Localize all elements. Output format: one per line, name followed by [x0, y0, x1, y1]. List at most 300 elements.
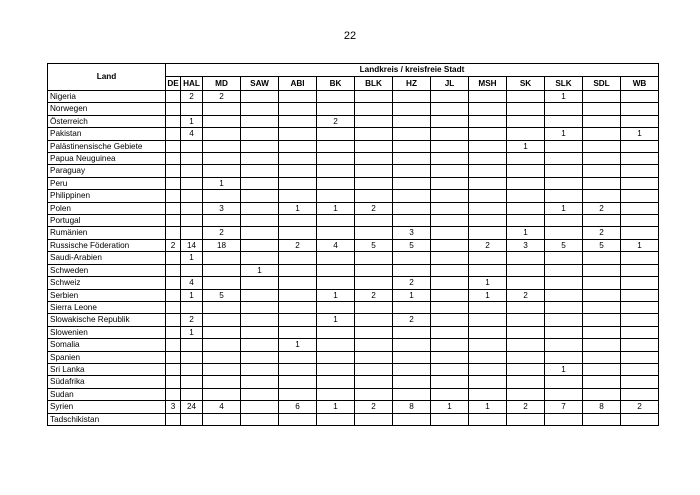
- value-cell: [355, 215, 393, 227]
- value-cell: 1: [545, 363, 583, 375]
- value-cell: [545, 115, 583, 127]
- value-cell: [166, 128, 181, 140]
- value-cell: [241, 103, 279, 115]
- table-row: [48, 165, 659, 177]
- table-row: [48, 326, 659, 338]
- value-cell: [355, 165, 393, 177]
- value-cell: [431, 326, 469, 338]
- value-cell: [431, 413, 469, 425]
- value-cell: [279, 165, 317, 177]
- value-cell: [393, 153, 431, 165]
- value-cell: [507, 314, 545, 326]
- value-cell: [393, 264, 431, 276]
- value-cell: [241, 252, 279, 264]
- value-cell: [181, 351, 203, 363]
- table-row: [48, 351, 659, 363]
- value-cell: [469, 388, 507, 400]
- value-cell: [469, 227, 507, 239]
- value-cell: [507, 264, 545, 276]
- value-cell: [621, 264, 659, 276]
- value-cell: [241, 351, 279, 363]
- value-cell: [507, 277, 545, 289]
- value-cell: [393, 103, 431, 115]
- value-cell: [166, 363, 181, 375]
- value-cell: 3: [166, 401, 181, 413]
- value-cell: [431, 314, 469, 326]
- value-cell: [279, 115, 317, 127]
- column-header-saw: SAW: [241, 77, 279, 91]
- value-cell: [181, 177, 203, 189]
- value-cell: [317, 91, 355, 103]
- value-cell: [469, 314, 507, 326]
- value-cell: [507, 376, 545, 388]
- value-cell: [241, 128, 279, 140]
- value-cell: [166, 388, 181, 400]
- value-cell: [469, 177, 507, 189]
- data-table: [47, 63, 659, 426]
- value-cell: [166, 339, 181, 351]
- value-cell: [431, 252, 469, 264]
- value-cell: [431, 351, 469, 363]
- country-cell: Somalia: [48, 339, 166, 351]
- value-cell: [181, 153, 203, 165]
- value-cell: [583, 165, 621, 177]
- value-cell: [393, 165, 431, 177]
- page-number: 22: [343, 30, 357, 42]
- value-cell: [431, 215, 469, 227]
- value-cell: [181, 264, 203, 276]
- value-cell: [279, 252, 317, 264]
- value-cell: [241, 115, 279, 127]
- value-cell: [241, 227, 279, 239]
- country-cell: Syrien: [48, 401, 166, 413]
- value-cell: [621, 388, 659, 400]
- value-cell: [545, 103, 583, 115]
- value-cell: [545, 190, 583, 202]
- value-cell: [545, 177, 583, 189]
- value-cell: 1: [469, 277, 507, 289]
- value-cell: 4: [317, 239, 355, 251]
- value-cell: [621, 339, 659, 351]
- value-cell: 2: [355, 289, 393, 301]
- value-cell: [279, 314, 317, 326]
- value-cell: [166, 153, 181, 165]
- value-cell: [393, 190, 431, 202]
- value-cell: [469, 128, 507, 140]
- column-header-blk: BLK: [355, 77, 393, 91]
- value-cell: [469, 264, 507, 276]
- value-cell: [621, 215, 659, 227]
- value-cell: 8: [583, 401, 621, 413]
- column-header-wb: WB: [621, 77, 659, 91]
- value-cell: [279, 215, 317, 227]
- value-cell: [545, 140, 583, 152]
- value-cell: [507, 252, 545, 264]
- country-cell: Papua Neuguinea: [48, 153, 166, 165]
- value-cell: [203, 215, 241, 227]
- value-cell: [431, 153, 469, 165]
- value-cell: [279, 277, 317, 289]
- country-cell: Portugal: [48, 215, 166, 227]
- value-cell: 24: [181, 401, 203, 413]
- column-header-bk: BK: [317, 77, 355, 91]
- value-cell: [431, 227, 469, 239]
- value-cell: 1: [317, 202, 355, 214]
- table-row: [48, 252, 659, 264]
- table-row: [48, 264, 659, 276]
- country-cell: Sri Lanka: [48, 363, 166, 375]
- value-cell: [393, 128, 431, 140]
- value-cell: 1: [393, 289, 431, 301]
- value-cell: 5: [545, 239, 583, 251]
- value-cell: [203, 413, 241, 425]
- value-cell: [181, 215, 203, 227]
- value-cell: [545, 301, 583, 313]
- value-cell: [181, 388, 203, 400]
- value-cell: [621, 252, 659, 264]
- value-cell: [317, 277, 355, 289]
- value-cell: [583, 388, 621, 400]
- value-cell: [621, 351, 659, 363]
- value-cell: [181, 227, 203, 239]
- value-cell: [241, 165, 279, 177]
- table-row: [48, 339, 659, 351]
- value-cell: [203, 190, 241, 202]
- column-header-de: DE: [166, 77, 181, 91]
- value-cell: [545, 277, 583, 289]
- table-row: [48, 277, 659, 289]
- table-row: [48, 388, 659, 400]
- value-cell: [355, 91, 393, 103]
- country-cell: Schweden: [48, 264, 166, 276]
- value-cell: [166, 351, 181, 363]
- value-cell: [393, 301, 431, 313]
- value-cell: [545, 264, 583, 276]
- value-cell: [469, 91, 507, 103]
- value-cell: [203, 277, 241, 289]
- value-cell: [583, 351, 621, 363]
- value-cell: [507, 128, 545, 140]
- value-cell: [583, 115, 621, 127]
- value-cell: [203, 363, 241, 375]
- value-cell: [583, 363, 621, 375]
- value-cell: [279, 326, 317, 338]
- value-cell: [241, 363, 279, 375]
- value-cell: [279, 351, 317, 363]
- value-cell: [241, 215, 279, 227]
- value-cell: [621, 376, 659, 388]
- value-cell: 1: [279, 202, 317, 214]
- value-cell: [507, 153, 545, 165]
- value-cell: 3: [393, 227, 431, 239]
- value-cell: [431, 202, 469, 214]
- value-cell: [507, 202, 545, 214]
- table-row: [48, 115, 659, 127]
- value-cell: [621, 363, 659, 375]
- value-cell: [469, 326, 507, 338]
- value-cell: [545, 215, 583, 227]
- value-cell: [279, 153, 317, 165]
- value-cell: [166, 264, 181, 276]
- column-header-sdl: SDL: [583, 77, 621, 91]
- value-cell: [393, 91, 431, 103]
- value-cell: [317, 190, 355, 202]
- value-cell: [621, 413, 659, 425]
- value-cell: [469, 351, 507, 363]
- value-cell: [469, 339, 507, 351]
- value-cell: [355, 177, 393, 189]
- value-cell: [241, 339, 279, 351]
- table-row: [48, 177, 659, 189]
- country-cell: Palästinensische Gebiete: [48, 140, 166, 152]
- value-cell: 1: [469, 401, 507, 413]
- value-cell: [621, 326, 659, 338]
- value-cell: [355, 140, 393, 152]
- value-cell: 7: [545, 401, 583, 413]
- value-cell: 18: [203, 239, 241, 251]
- value-cell: [621, 91, 659, 103]
- value-cell: [583, 413, 621, 425]
- value-cell: [203, 165, 241, 177]
- value-cell: [166, 91, 181, 103]
- value-cell: [241, 314, 279, 326]
- value-cell: [393, 252, 431, 264]
- value-cell: [166, 301, 181, 313]
- value-cell: [241, 190, 279, 202]
- table-row: [48, 140, 659, 152]
- value-cell: [507, 351, 545, 363]
- table-row: [48, 413, 659, 425]
- value-cell: [583, 264, 621, 276]
- country-cell: Polen: [48, 202, 166, 214]
- value-cell: [279, 177, 317, 189]
- value-cell: [431, 363, 469, 375]
- country-cell: Nigeria: [48, 91, 166, 103]
- value-cell: [431, 91, 469, 103]
- value-cell: [317, 227, 355, 239]
- value-cell: [583, 153, 621, 165]
- value-cell: [166, 277, 181, 289]
- value-cell: [507, 363, 545, 375]
- value-cell: [545, 388, 583, 400]
- value-cell: 1: [621, 239, 659, 251]
- value-cell: 2: [166, 239, 181, 251]
- value-cell: [317, 413, 355, 425]
- value-cell: [469, 140, 507, 152]
- value-cell: [166, 289, 181, 301]
- value-cell: [181, 413, 203, 425]
- value-cell: [431, 277, 469, 289]
- value-cell: 2: [469, 239, 507, 251]
- value-cell: [393, 351, 431, 363]
- value-cell: [469, 103, 507, 115]
- value-cell: [469, 153, 507, 165]
- value-cell: [279, 128, 317, 140]
- column-header-jl: JL: [431, 77, 469, 91]
- group-header: Landkreis / kreisfreie Stadt: [166, 64, 659, 77]
- value-cell: 2: [203, 91, 241, 103]
- value-cell: [431, 177, 469, 189]
- value-cell: [621, 227, 659, 239]
- table-row: [48, 363, 659, 375]
- value-cell: [621, 140, 659, 152]
- value-cell: 2: [393, 277, 431, 289]
- column-header-sk: SK: [507, 77, 545, 91]
- value-cell: [317, 351, 355, 363]
- country-cell: Slowakische Republik: [48, 314, 166, 326]
- value-cell: [166, 215, 181, 227]
- value-cell: [431, 301, 469, 313]
- value-cell: [469, 215, 507, 227]
- value-cell: 5: [393, 239, 431, 251]
- value-cell: 1: [279, 339, 317, 351]
- value-cell: 1: [181, 252, 203, 264]
- value-cell: [355, 339, 393, 351]
- value-cell: [317, 339, 355, 351]
- country-cell: Südafrika: [48, 376, 166, 388]
- value-cell: [431, 239, 469, 251]
- value-cell: [621, 165, 659, 177]
- value-cell: [317, 140, 355, 152]
- table-row: [48, 202, 659, 214]
- value-cell: 5: [583, 239, 621, 251]
- country-cell: Tadschikistan: [48, 413, 166, 425]
- value-cell: [317, 215, 355, 227]
- value-cell: [241, 202, 279, 214]
- value-cell: [279, 388, 317, 400]
- value-cell: 1: [181, 289, 203, 301]
- value-cell: [545, 413, 583, 425]
- value-cell: [431, 190, 469, 202]
- value-cell: [241, 376, 279, 388]
- value-cell: [431, 339, 469, 351]
- value-cell: [181, 140, 203, 152]
- value-cell: 1: [181, 115, 203, 127]
- value-cell: [393, 115, 431, 127]
- value-cell: [317, 301, 355, 313]
- value-cell: [166, 103, 181, 115]
- column-header-abi: ABI: [279, 77, 317, 91]
- table-row: [48, 153, 659, 165]
- value-cell: [317, 177, 355, 189]
- value-cell: [203, 301, 241, 313]
- value-cell: [355, 363, 393, 375]
- value-cell: [166, 252, 181, 264]
- value-cell: 2: [393, 314, 431, 326]
- value-cell: 6: [279, 401, 317, 413]
- value-cell: [621, 277, 659, 289]
- value-cell: 1: [469, 289, 507, 301]
- value-cell: [203, 326, 241, 338]
- value-cell: [279, 91, 317, 103]
- value-cell: 1: [431, 401, 469, 413]
- value-cell: [279, 363, 317, 375]
- value-cell: 8: [393, 401, 431, 413]
- value-cell: [355, 264, 393, 276]
- value-cell: [469, 252, 507, 264]
- value-cell: [355, 153, 393, 165]
- value-cell: [583, 190, 621, 202]
- value-cell: [469, 202, 507, 214]
- value-cell: [583, 128, 621, 140]
- value-cell: [393, 388, 431, 400]
- value-cell: [583, 289, 621, 301]
- value-cell: [241, 239, 279, 251]
- value-cell: [203, 153, 241, 165]
- column-header-hal: HAL: [181, 77, 203, 91]
- value-cell: [279, 301, 317, 313]
- value-cell: [203, 252, 241, 264]
- country-cell: Norwegen: [48, 103, 166, 115]
- value-cell: 2: [621, 401, 659, 413]
- value-cell: [241, 388, 279, 400]
- value-cell: [545, 165, 583, 177]
- value-cell: [279, 227, 317, 239]
- value-cell: [355, 413, 393, 425]
- value-cell: [166, 190, 181, 202]
- value-cell: [317, 103, 355, 115]
- value-cell: [166, 413, 181, 425]
- value-cell: [621, 177, 659, 189]
- value-cell: [355, 314, 393, 326]
- value-cell: 4: [203, 401, 241, 413]
- column-header-msh: MSH: [469, 77, 507, 91]
- value-cell: [507, 115, 545, 127]
- country-cell: Russische Föderation: [48, 239, 166, 251]
- value-cell: [166, 177, 181, 189]
- value-cell: [203, 264, 241, 276]
- value-cell: [431, 115, 469, 127]
- value-cell: [355, 103, 393, 115]
- value-cell: [583, 314, 621, 326]
- value-cell: 1: [203, 177, 241, 189]
- country-cell: Serbien: [48, 289, 166, 301]
- country-cell: Peru: [48, 177, 166, 189]
- value-cell: [583, 277, 621, 289]
- table-row: [48, 215, 659, 227]
- value-cell: [317, 326, 355, 338]
- value-cell: [355, 227, 393, 239]
- table-row: [48, 103, 659, 115]
- value-cell: [507, 103, 545, 115]
- value-cell: [166, 202, 181, 214]
- value-cell: 1: [545, 91, 583, 103]
- value-cell: [393, 339, 431, 351]
- value-cell: [545, 289, 583, 301]
- value-cell: [431, 289, 469, 301]
- value-cell: 2: [507, 289, 545, 301]
- value-cell: [317, 363, 355, 375]
- value-cell: [507, 413, 545, 425]
- value-cell: [393, 413, 431, 425]
- value-cell: [621, 314, 659, 326]
- value-cell: [279, 264, 317, 276]
- table-row: [48, 227, 659, 239]
- value-cell: [166, 314, 181, 326]
- value-cell: [431, 140, 469, 152]
- value-cell: [355, 252, 393, 264]
- value-cell: 4: [181, 128, 203, 140]
- value-cell: [166, 326, 181, 338]
- value-cell: [621, 190, 659, 202]
- value-cell: [166, 140, 181, 152]
- value-cell: [203, 351, 241, 363]
- value-cell: [507, 215, 545, 227]
- value-cell: [355, 190, 393, 202]
- value-cell: [166, 115, 181, 127]
- value-cell: 2: [279, 239, 317, 251]
- value-cell: 1: [545, 202, 583, 214]
